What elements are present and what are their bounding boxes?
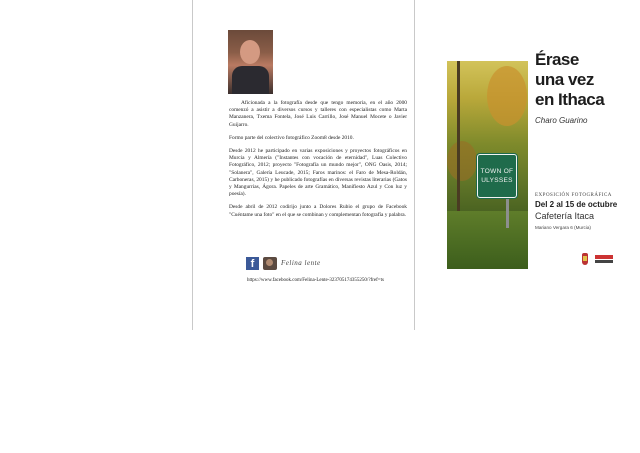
bio-paragraph: Desde abril de 2012 codirijo junto a Dolores Rubio el grupo de Facebook "Cuéntame una foto" en el que se combinan y complementan fotografía y palabra.: [229, 204, 407, 218]
sign-text-line1: TOWN OF: [480, 168, 514, 175]
bio-paragraph: Desde 2012 he participado en varias exposiciones y proyectos fotográficos en Murcia y Almería ("Instantes con vocación de eternidad", Luas Colectivo Fotográfico, 2012; proyecto "Fotografía un mundo mejor", ONG Oasis, 2014; "Solanera", Galería Leucade, 2015; Faros marinos: el Faro de Mesa-Roldán, Carboneras, 2015) y he publicado fotografías en diversas revistas literarias (Gatos y Mangurrias, Ágora. Papeles de arte Gramático, Manifiesto Azul y Con luz y poesía).: [229, 148, 407, 198]
exhibition-label: EXPOSICIÓN FOTOGRÁFICA: [535, 193, 612, 198]
municipal-crest-icon: [582, 253, 588, 265]
poster-author: Charo Guarino: [535, 116, 588, 125]
author-bio: [229, 100, 407, 225]
fold-line-left: [192, 0, 193, 330]
sponsor-logo-icon: [595, 255, 613, 263]
fold-line-right: [414, 0, 415, 330]
sign-text-line2: ULYSSES: [481, 177, 513, 184]
poster-title-line1: Érase: [535, 50, 579, 69]
poster-heading: [535, 50, 635, 125]
bio-paragraph: Aficionada a la fotografía desde que tengo memoria, en el año 2000 comenzó a asistir a diversos cursos y talleres con especialistas como Marta Manzanera, Txema Fontela, José Luis Carrillo, José Manuel Mocete o Javier Guijarro.: [229, 100, 407, 128]
poster-title-line3: en Ithaca: [535, 90, 605, 109]
bio-paragraph: Formo parte del colectivo fotográfico Zoom8 desde 2010.: [229, 134, 354, 141]
poster-title-line2: una vez: [535, 70, 594, 89]
author-portrait: [228, 30, 273, 94]
social-links: [246, 256, 321, 270]
felina-lente-brand: Felina lente: [281, 259, 321, 267]
felina-lente-logo-icon: [263, 257, 277, 270]
poster-photo: [447, 61, 528, 269]
town-sign: [477, 154, 517, 198]
facebook-url[interactable]: https://www.facebook.com/Felina-Lente-323705174355250/?fref=ts: [247, 278, 384, 283]
venue-address: Mariano Vergara 6 (Murcia): [535, 225, 591, 230]
sign-post: [506, 198, 509, 228]
exhibition-dates: Del 2 al 15 de octubre: [535, 200, 618, 209]
facebook-icon[interactable]: f: [246, 257, 259, 270]
exhibition-venue: Cafetería Itaca: [535, 211, 595, 221]
